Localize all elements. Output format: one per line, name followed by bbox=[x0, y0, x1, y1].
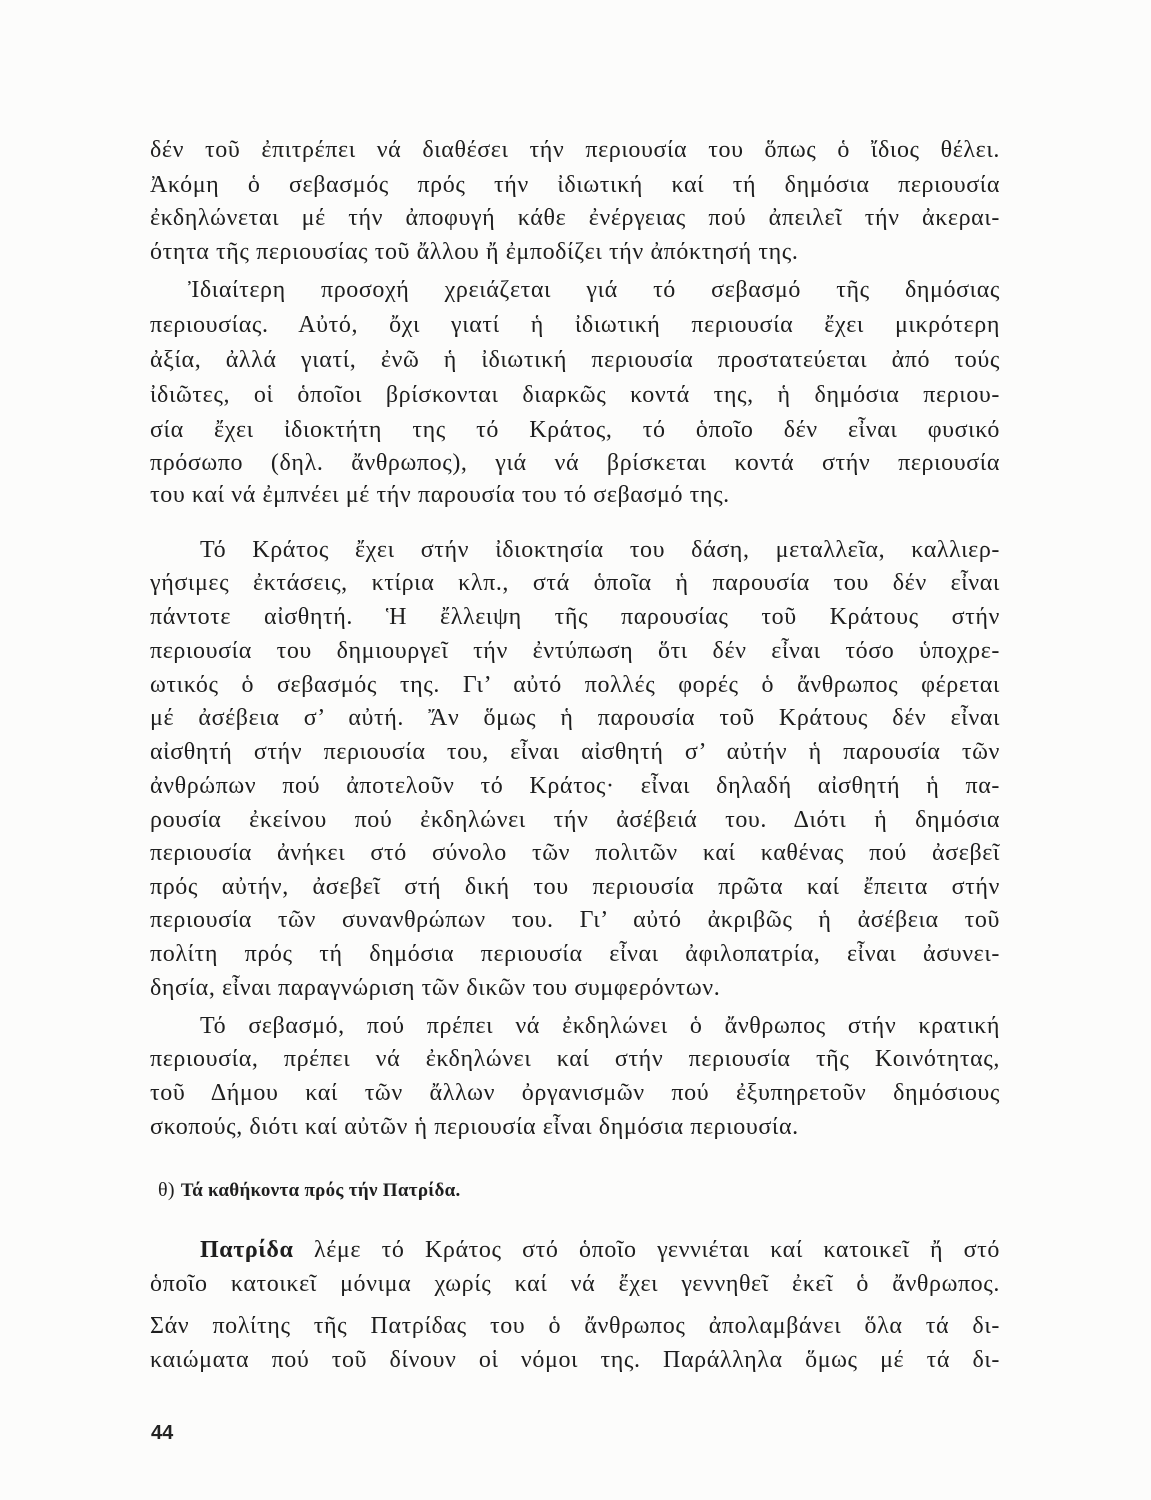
text-line: Ἀκόμη ὁ σεβασμός πρός τήν ἰδιωτική καί τή δημόσια περιουσία bbox=[150, 172, 1000, 198]
text-line: δέν τοῦ ἐπιτρέπει νά διαθέσει τήν περιουσία του ὅπως ὁ ἴδιος θέλει. bbox=[150, 137, 1000, 163]
text-line: πρός αὐτήν, ἀσεβεῖ στή δική του περιουσία πρῶτα καί ἔπειτα στήν bbox=[150, 874, 1000, 900]
text-line: περιουσία τῶν συνανθρώπων του. Γι’ αὐτό ἀκριβῶς ἡ ἀσέβεια τοῦ bbox=[150, 907, 1000, 933]
text-line: ὁποῖο κατοικεῖ μόνιμα χωρίς καί νά ἔχει γεννηθεῖ ἐκεῖ ὁ ἄνθρωπος. bbox=[150, 1271, 1000, 1297]
page-number: 44 bbox=[151, 1422, 174, 1444]
section-marker: θ) bbox=[158, 1179, 175, 1201]
text-line: περιουσίας. Αὐτό, ὄχι γιατί ἡ ἰδιωτική περιουσία ἔχει μικρότερη bbox=[150, 312, 1000, 338]
text-line: ρουσία ἐκείνου πού ἐκδηλώνει τήν ἀσέβειά του. Διότι ἡ δημόσια bbox=[150, 807, 1000, 833]
text-line: Ἰδιαίτερη προσοχή χρειάζεται γιά τό σεβασμό τῆς δημόσιας bbox=[188, 277, 1000, 303]
text-line: περιουσία, πρέπει νά ἐκδηλώνει καί στήν περιουσία τῆς Κοινότητας, bbox=[150, 1046, 1000, 1072]
text-line: ωτικός ὁ σεβασμός της. Γι’ αὐτό πολλές φορές ὁ ἄνθρωπος φέρεται bbox=[150, 672, 1000, 698]
text-line: ἰδιῶτες, οἱ ὁποῖοι βρίσκονται διαρκῶς κοντά της, ἡ δημόσια περιου- bbox=[150, 382, 1000, 408]
text-line: περιουσία του δημιουργεῖ τήν ἐντύπωση ὅτι δέν εἶναι τόσο ὑποχρε- bbox=[150, 638, 1000, 664]
text-line: Τό σεβασμό, πού πρέπει νά ἐκδηλώνει ὁ ἄνθρωπος στήν κρατική bbox=[200, 1013, 1000, 1039]
section-heading bbox=[158, 1174, 461, 1206]
text-line: αἰσθητή στήν περιουσία του, εἶναι αἰσθητή σ’ αὐτήν ἡ παρουσία τῶν bbox=[150, 739, 1000, 765]
text-line: ἀξία, ἀλλά γιατί, ἐνῶ ἡ ἰδιωτική περιουσία προστατεύεται ἀπό τούς bbox=[150, 347, 1000, 373]
text-line: περιουσία ἀνήκει στό σύνολο τῶν πολιτῶν καί καθένας πού ἀσεβεῖ bbox=[150, 840, 1000, 866]
text-line: τοῦ Δήμου καί τῶν ἄλλων ὀργανισμῶν πού ἐξυπηρετοῦν δημόσιους bbox=[150, 1080, 1000, 1106]
text-line bbox=[200, 1233, 1000, 1267]
text-line: δησία, εἶναι παραγνώριση τῶν δικῶν του συμφερόντων. bbox=[150, 975, 721, 1001]
text-line: γήσιμες ἐκτάσεις, κτίρια κλπ., στά ὁποῖα ἡ παρουσία του δέν εἶναι bbox=[150, 570, 1000, 596]
section-title: Τά καθήκοντα πρός τήν Πατρίδα. bbox=[180, 1180, 461, 1201]
text-line: πολίτη πρός τή δημόσια περιουσία εἶναι ἀφιλοπατρία, εἶναι ἀσυνει- bbox=[150, 941, 1000, 967]
text-line: μέ ἀσέβεια σ’ αὐτή. Ἄν ὅμως ἡ παρουσία τοῦ Κράτους δέν εἶναι bbox=[150, 705, 1000, 731]
text-line: ἀνθρώπων πού ἀποτελοῦν τό Κράτος· εἶναι δηλαδή αἰσθητή ἡ πα- bbox=[150, 773, 1000, 799]
text-line-rest: λέμε τό Κράτος στό ὁποῖο γεννιέται καί κατοικεῖ ἤ στό bbox=[314, 1237, 1000, 1263]
text-line: Σάν πολίτης τῆς Πατρίδας του ὁ ἄνθρωπος ἀπολαμβάνει ὅλα τά δι- bbox=[150, 1313, 1000, 1339]
text-line: καιώματα πού τοῦ δίνουν οἱ νόμοι της. Παράλληλα ὅμως μέ τά δι- bbox=[150, 1347, 1000, 1373]
text-line: πρόσωπο (δηλ. ἄνθρωπος), γιά νά βρίσκεται κοντά στήν περιουσία bbox=[150, 450, 1000, 476]
text-line: σία ἔχει ἰδιοκτήτη της τό Κράτος, τό ὁποῖο δέν εἶναι φυσικό bbox=[150, 417, 1000, 443]
text-line: ἐκδηλώνεται μέ τήν ἀποφυγή κάθε ἐνέργειας πού ἀπειλεῖ τήν ἀκεραι- bbox=[150, 205, 1000, 231]
text-line: του καί νά ἐμπνέει μέ τήν παρουσία του τό σεβασμό της. bbox=[150, 482, 730, 508]
text-line: ότητα τῆς περιουσίας τοῦ ἄλλου ἤ ἐμποδίζει τήν ἀπόκτησή της. bbox=[150, 239, 799, 265]
defined-term: Πατρίδα bbox=[200, 1237, 294, 1263]
text-line: σκοπούς, διότι καί αὐτῶν ἡ περιουσία εἶναι δημόσια περιουσία. bbox=[150, 1114, 799, 1140]
text-line: Τό Κράτος ἔχει στήν ἰδιοκτησία του δάση, μεταλλεῖα, καλλιερ- bbox=[200, 537, 1000, 563]
text-line: πάντοτε αἰσθητή. Ἡ ἔλλειψη τῆς παρουσίας τοῦ Κράτους στήν bbox=[150, 604, 1000, 630]
